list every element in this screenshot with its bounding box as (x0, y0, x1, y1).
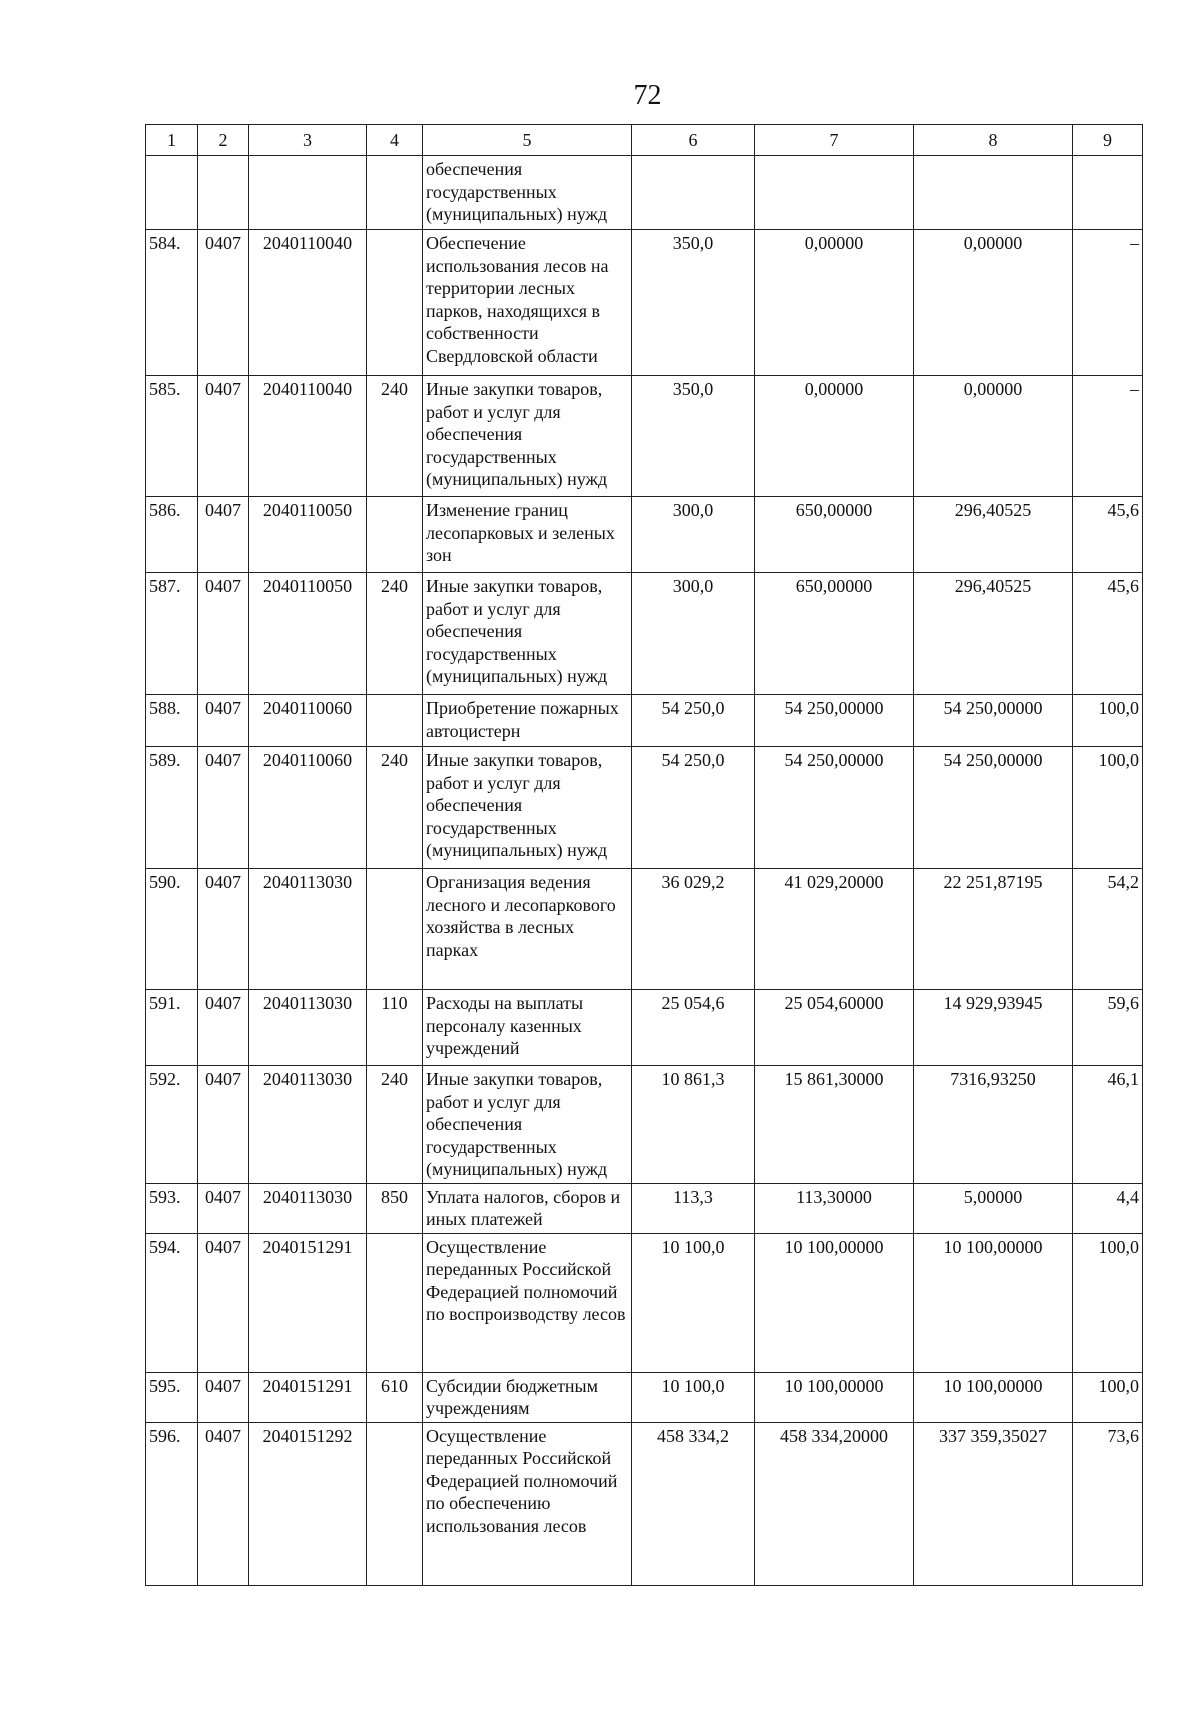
table-row (146, 695, 1143, 747)
percent-cell: – (1073, 376, 1143, 497)
executed-cell: 54 250,00000 (914, 695, 1073, 747)
name-cell: Иные закупки товаров, работ и услуг для обеспечения государственных (муниципальных) нужд (423, 1066, 632, 1184)
column-header: 2 (198, 125, 249, 156)
name-cell: Обеспечение использования лесов на территории лесных парков, находящихся в собственности Свердловской области (423, 230, 632, 376)
row-number-cell: 592. (146, 1066, 198, 1184)
article-cell: 2040151291 (249, 1233, 367, 1372)
article-cell: 2040110060 (249, 747, 367, 869)
percent-cell: 59,6 (1073, 990, 1143, 1066)
row-number-cell: 586. (146, 497, 198, 573)
name-cell: обеспечения государственных (муниципальных) нужд (423, 156, 632, 230)
row-number-cell: 585. (146, 376, 198, 497)
name-cell: Иные закупки товаров, работ и услуг для обеспечения государственных (муниципальных) нужд (423, 573, 632, 695)
refined-cell: 54 250,00000 (755, 747, 914, 869)
section-cell: 0407 (198, 1183, 249, 1233)
executed-cell: 14 929,93945 (914, 990, 1073, 1066)
table-row (146, 869, 1143, 990)
refined-cell: 458 334,20000 (755, 1422, 914, 1585)
column-header: 8 (914, 125, 1073, 156)
percent-cell: 45,6 (1073, 497, 1143, 573)
row-number-cell: 595. (146, 1372, 198, 1422)
name-cell: Организация ведения лесного и лесопаркового хозяйства в лесных парках (423, 869, 632, 990)
expense-type-cell: 110 (367, 990, 423, 1066)
plan-cell: 10 100,0 (632, 1233, 755, 1372)
row-number-cell: 589. (146, 747, 198, 869)
section-cell: 0407 (198, 1233, 249, 1372)
refined-cell: 113,30000 (755, 1183, 914, 1233)
row-number-cell (146, 156, 198, 230)
name-cell: Изменение границ лесопарковых и зеленых зон (423, 497, 632, 573)
column-header: 6 (632, 125, 755, 156)
expense-type-cell: 850 (367, 1183, 423, 1233)
plan-cell: 300,0 (632, 573, 755, 695)
article-cell (249, 156, 367, 230)
column-header: 7 (755, 125, 914, 156)
section-cell: 0407 (198, 230, 249, 376)
row-number-cell: 584. (146, 230, 198, 376)
percent-cell: 100,0 (1073, 1372, 1143, 1422)
plan-cell: 10 861,3 (632, 1066, 755, 1184)
row-number-cell: 593. (146, 1183, 198, 1233)
percent-cell: 100,0 (1073, 1233, 1143, 1372)
table-row (146, 497, 1143, 573)
executed-cell: 0,00000 (914, 376, 1073, 497)
table-row (146, 573, 1143, 695)
budget-table (145, 124, 1143, 1586)
section-cell: 0407 (198, 695, 249, 747)
section-cell: 0407 (198, 497, 249, 573)
row-number-cell: 594. (146, 1233, 198, 1372)
plan-cell: 350,0 (632, 376, 755, 497)
percent-cell (1073, 156, 1143, 230)
table-header (146, 125, 1143, 156)
section-cell: 0407 (198, 1066, 249, 1184)
expense-type-cell: 240 (367, 376, 423, 497)
section-cell: 0407 (198, 573, 249, 695)
plan-cell: 54 250,0 (632, 747, 755, 869)
header-row (146, 125, 1143, 156)
expense-type-cell (367, 695, 423, 747)
refined-cell: 15 861,30000 (755, 1066, 914, 1184)
column-header: 4 (367, 125, 423, 156)
executed-cell: 7316,93250 (914, 1066, 1073, 1184)
article-cell: 2040110050 (249, 497, 367, 573)
percent-cell: 54,2 (1073, 869, 1143, 990)
expense-type-cell (367, 230, 423, 376)
refined-cell: 0,00000 (755, 376, 914, 497)
plan-cell (632, 156, 755, 230)
executed-cell: 10 100,00000 (914, 1372, 1073, 1422)
table-row (146, 1372, 1143, 1422)
name-cell: Уплата налогов, сборов и иных платежей (423, 1183, 632, 1233)
expense-type-cell: 610 (367, 1372, 423, 1422)
refined-cell: 650,00000 (755, 497, 914, 573)
article-cell: 2040110060 (249, 695, 367, 747)
article-cell: 2040151291 (249, 1372, 367, 1422)
plan-cell: 458 334,2 (632, 1422, 755, 1585)
refined-cell: 54 250,00000 (755, 695, 914, 747)
percent-cell: 46,1 (1073, 1066, 1143, 1184)
name-cell: Субсидии бюджетным учреждениям (423, 1372, 632, 1422)
executed-cell: 22 251,87195 (914, 869, 1073, 990)
section-cell: 0407 (198, 869, 249, 990)
article-cell: 2040151292 (249, 1422, 367, 1585)
table-body (146, 156, 1143, 1586)
percent-cell: 73,6 (1073, 1422, 1143, 1585)
executed-cell: 337 359,35027 (914, 1422, 1073, 1585)
refined-cell: 10 100,00000 (755, 1233, 914, 1372)
name-cell: Иные закупки товаров, работ и услуг для обеспечения государственных (муниципальных) нужд (423, 376, 632, 497)
column-header: 1 (146, 125, 198, 156)
plan-cell: 350,0 (632, 230, 755, 376)
section-cell: 0407 (198, 1422, 249, 1585)
percent-cell: – (1073, 230, 1143, 376)
article-cell: 2040113030 (249, 990, 367, 1066)
table-row (146, 1066, 1143, 1184)
expense-type-cell (367, 1422, 423, 1585)
section-cell: 0407 (198, 747, 249, 869)
expense-type-cell (367, 1233, 423, 1372)
row-number-cell: 587. (146, 573, 198, 695)
section-cell (198, 156, 249, 230)
table-row (146, 1422, 1143, 1585)
executed-cell: 296,40525 (914, 573, 1073, 695)
name-cell: Осуществление переданных Российской Федерацией полномочий по воспроизводству лесов (423, 1233, 632, 1372)
executed-cell: 296,40525 (914, 497, 1073, 573)
article-cell: 2040113030 (249, 869, 367, 990)
plan-cell: 10 100,0 (632, 1372, 755, 1422)
executed-cell (914, 156, 1073, 230)
row-number-cell: 591. (146, 990, 198, 1066)
row-number-cell: 596. (146, 1422, 198, 1585)
refined-cell: 0,00000 (755, 230, 914, 376)
name-cell: Расходы на выплаты персоналу казенных учреждений (423, 990, 632, 1066)
refined-cell (755, 156, 914, 230)
row-number-cell: 588. (146, 695, 198, 747)
row-number-cell: 590. (146, 869, 198, 990)
plan-cell: 113,3 (632, 1183, 755, 1233)
section-cell: 0407 (198, 1372, 249, 1422)
plan-cell: 36 029,2 (632, 869, 755, 990)
article-cell: 2040110050 (249, 573, 367, 695)
expense-type-cell (367, 156, 423, 230)
expense-type-cell (367, 497, 423, 573)
table-row (146, 230, 1143, 376)
plan-cell: 54 250,0 (632, 695, 755, 747)
table-row (146, 990, 1143, 1066)
executed-cell: 10 100,00000 (914, 1233, 1073, 1372)
name-cell: Приобретение пожарных автоцистерн (423, 695, 632, 747)
refined-cell: 25 054,60000 (755, 990, 914, 1066)
article-cell: 2040113030 (249, 1066, 367, 1184)
article-cell: 2040113030 (249, 1183, 367, 1233)
percent-cell: 100,0 (1073, 747, 1143, 869)
refined-cell: 41 029,20000 (755, 869, 914, 990)
expense-type-cell: 240 (367, 1066, 423, 1184)
plan-cell: 300,0 (632, 497, 755, 573)
table-row (146, 1233, 1143, 1372)
executed-cell: 5,00000 (914, 1183, 1073, 1233)
name-cell: Иные закупки товаров, работ и услуг для обеспечения государственных (муниципальных) нужд (423, 747, 632, 869)
column-header: 9 (1073, 125, 1143, 156)
column-header: 3 (249, 125, 367, 156)
percent-cell: 100,0 (1073, 695, 1143, 747)
table-row (146, 376, 1143, 497)
section-cell: 0407 (198, 990, 249, 1066)
name-cell: Осуществление переданных Российской Федерацией полномочий по обеспечению использования лесов (423, 1422, 632, 1585)
article-cell: 2040110040 (249, 230, 367, 376)
executed-cell: 0,00000 (914, 230, 1073, 376)
expense-type-cell: 240 (367, 573, 423, 695)
executed-cell: 54 250,00000 (914, 747, 1073, 869)
expense-type-cell: 240 (367, 747, 423, 869)
percent-cell: 45,6 (1073, 573, 1143, 695)
refined-cell: 650,00000 (755, 573, 914, 695)
page-number: 72 (633, 80, 662, 111)
refined-cell: 10 100,00000 (755, 1372, 914, 1422)
table-row (146, 747, 1143, 869)
section-cell: 0407 (198, 376, 249, 497)
expense-type-cell (367, 869, 423, 990)
article-cell: 2040110040 (249, 376, 367, 497)
plan-cell: 25 054,6 (632, 990, 755, 1066)
table-row (146, 156, 1143, 230)
column-header: 5 (423, 125, 632, 156)
table-row (146, 1183, 1143, 1233)
percent-cell: 4,4 (1073, 1183, 1143, 1233)
